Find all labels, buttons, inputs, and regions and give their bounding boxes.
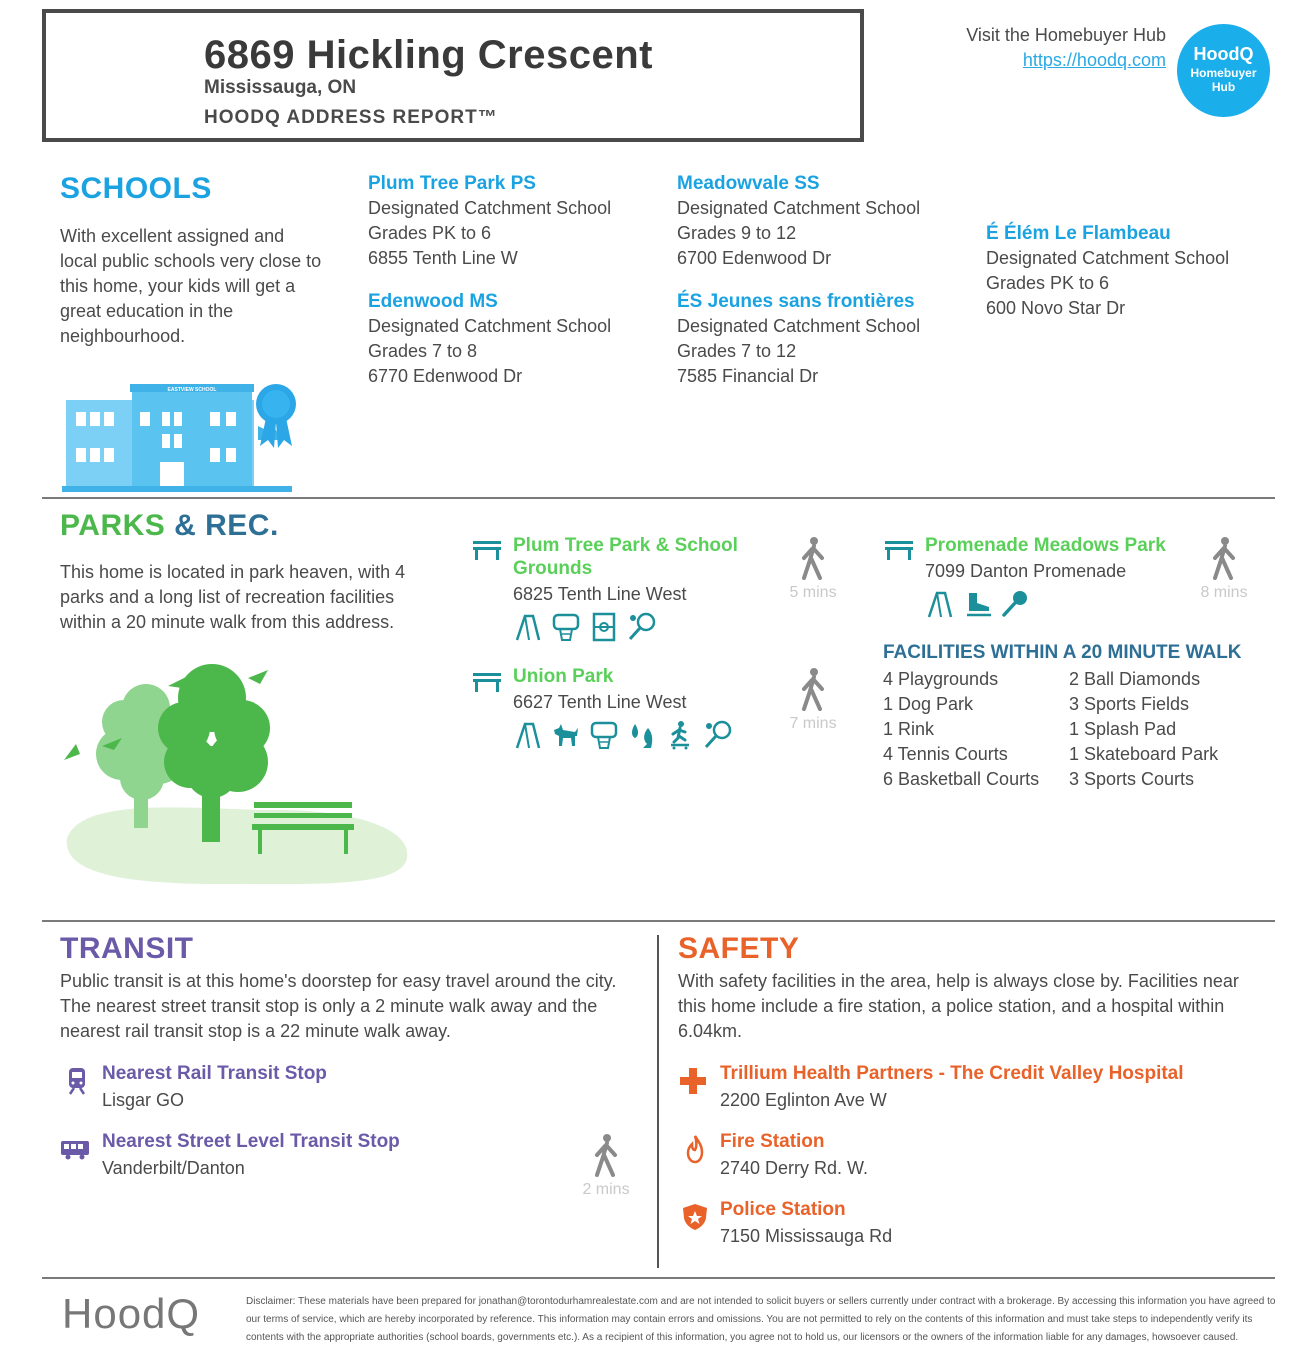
school-address: 6855 Tenth Line W <box>368 248 518 268</box>
playground-icon <box>513 720 543 750</box>
disclaimer-text: Disclaimer: These materials have been prepared for jonathan@torontodurhamrealestate.com and are not intended to solicit buyers or sellers currently under contract with a brokerage. By accessing this information you have agreed to our terms of service, which are hereby incorporated by reference. This information may contain errors and omissions. You are not permitted to rely on the contents of this information and must take steps to independently verify its contents with the appropriate authorities (school boards, governments etc.). As a recipient of this information, you agree not to hold us, our licensors or the owners of the information liable for any damages, howsoever caused. <box>246 1296 1276 1343</box>
park-address: 7099 Danton Promenade <box>925 561 1127 581</box>
park-card <box>513 534 773 642</box>
school-grades: Grades 9 to 12 <box>677 223 797 243</box>
ball-diamond-icon <box>1001 589 1031 619</box>
police-station-name[interactable]: Police Station <box>720 1199 846 1220</box>
walk-time <box>783 536 843 602</box>
hospital-item <box>720 1061 1184 1113</box>
park-name-line: Grounds <box>513 558 593 579</box>
parks-desc-line: This home is located in park heaven, with 4 <box>60 562 406 582</box>
facility-item: 2 Ball Diamonds <box>1069 669 1201 689</box>
walking-person-icon <box>589 1133 623 1177</box>
bench-icon <box>884 538 914 562</box>
park-address: 6627 Tenth Line West <box>513 692 687 712</box>
walk-time <box>576 1133 636 1199</box>
parks-desc-line: within a 20 minute walk from this address. <box>60 612 395 632</box>
transit-desc-line: Public transit is at this home's doorstep for easy travel around the city. <box>60 971 617 991</box>
playground-icon <box>513 612 543 642</box>
schools-desc-line: local public schools very close to <box>60 251 322 271</box>
transit-heading: TRANSIT <box>60 932 194 965</box>
police-badge-icon <box>680 1202 710 1232</box>
tennis-icon <box>627 612 657 642</box>
park-address: 6825 Tenth Line West <box>513 584 687 604</box>
park-name[interactable] <box>513 665 773 688</box>
park-card <box>513 665 773 750</box>
park-facility-icons <box>513 720 773 750</box>
school-name[interactable]: Edenwood MS <box>368 291 498 312</box>
park-name-line: Plum Tree Park & School <box>513 535 738 556</box>
hub-badge-subtitle <box>1177 66 1270 94</box>
facility-item: 4 Tennis Courts <box>883 744 1008 764</box>
transit-desc-line: nearest rail transit stop is a 22 minute walk away. <box>60 1021 451 1041</box>
park-name-line: Union Park <box>513 666 614 687</box>
police-station-item <box>720 1197 892 1249</box>
hub-visit-text: Visit the Homebuyer Hub <box>966 25 1166 45</box>
street-stop-label[interactable]: Nearest Street Level Transit Stop <box>102 1131 400 1152</box>
schools-heading: SCHOOLS <box>60 172 212 205</box>
walk-time <box>783 667 843 733</box>
basketball-icon <box>589 720 619 750</box>
sports-field-icon <box>589 612 619 642</box>
park-facility-icons <box>513 612 773 642</box>
hoodq-hub-badge[interactable] <box>1177 24 1270 117</box>
fire-station-item <box>720 1129 868 1181</box>
park-name[interactable] <box>925 534 1195 557</box>
school-address: 6770 Edenwood Dr <box>368 366 523 386</box>
parks-heading <box>60 509 279 543</box>
walk-minutes: 2 mins <box>582 1181 630 1198</box>
facility-item: 4 Playgrounds <box>883 669 999 689</box>
facilities-list-col2 <box>1069 667 1218 792</box>
school-card <box>677 171 920 271</box>
transit-desc-line: The nearest street transit stop is only a 2 minute walk away and the <box>60 996 598 1016</box>
facilities-list-col1 <box>883 667 1039 792</box>
parks-heading-b: & REC. <box>165 509 279 542</box>
bench-icon <box>472 538 502 562</box>
address-city: Mississauga, ON <box>204 77 357 98</box>
school-name[interactable]: Plum Tree Park PS <box>368 173 536 194</box>
section-divider <box>42 1277 1275 1279</box>
bench-icon <box>472 670 502 694</box>
school-name[interactable]: ÉS Jeunes sans frontières <box>677 291 915 312</box>
hub-badge-title: HoodQ <box>1193 44 1254 64</box>
facility-item: 3 Sports Courts <box>1069 769 1195 789</box>
park-name[interactable] <box>513 534 773 580</box>
basketball-icon <box>551 612 581 642</box>
park-card <box>925 534 1195 619</box>
school-name[interactable]: Meadowvale SS <box>677 173 820 194</box>
safety-desc-line: With safety facilities in the area, help is always close by. Facilities near <box>678 971 1239 991</box>
school-sign-text: EASTVIEW SCHOOL <box>167 387 217 393</box>
walking-person-icon <box>796 536 830 580</box>
school-grades: Grades PK to 6 <box>986 273 1110 293</box>
school-building-illustration <box>62 378 302 494</box>
school-type: Designated Catchment School <box>368 316 612 336</box>
rail-transit-stop <box>102 1061 327 1113</box>
school-grades: Grades 7 to 12 <box>677 341 797 361</box>
transit-description <box>60 969 650 1044</box>
schools-description <box>60 224 350 349</box>
bus-icon <box>60 1134 90 1164</box>
facility-item: 1 Rink <box>883 719 935 739</box>
parks-heading-a: PARKS <box>60 509 166 542</box>
section-divider <box>42 497 1275 499</box>
school-name[interactable]: É Élém Le Flambeau <box>986 223 1171 244</box>
hospital-name[interactable]: Trillium Health Partners - The Credit Valley Hospital <box>720 1063 1184 1084</box>
report-title: HOODQ ADDRESS REPORT™ <box>204 107 498 128</box>
parks-description <box>60 560 420 635</box>
schools-desc-line: great education in the <box>60 301 234 321</box>
walking-person-icon <box>796 667 830 711</box>
splash-pad-icon <box>627 720 657 750</box>
school-type: Designated Catchment School <box>986 248 1230 268</box>
police-station-address: 7150 Mississauga Rd <box>720 1226 893 1246</box>
street-transit-stop <box>102 1129 400 1181</box>
fire-station-name[interactable]: Fire Station <box>720 1131 825 1152</box>
park-name-line: Promenade Meadows Park <box>925 535 1166 556</box>
safety-desc-line: 6.04km. <box>678 1021 743 1041</box>
walk-minutes: 5 mins <box>789 584 837 601</box>
skate-icon <box>963 589 993 619</box>
school-grades: Grades 7 to 8 <box>368 341 478 361</box>
walk-time <box>1194 536 1254 602</box>
school-address: 6700 Edenwood Dr <box>677 248 832 268</box>
school-card <box>677 289 920 389</box>
schools-desc-line: With excellent assigned and <box>60 226 285 246</box>
hoodq-footer-logo: HoodQ <box>62 1290 201 1337</box>
playground-icon <box>925 589 955 619</box>
facility-item: 1 Dog Park <box>883 694 974 714</box>
tennis-icon <box>703 720 733 750</box>
facility-item: 1 Splash Pad <box>1069 719 1177 739</box>
school-address: 7585 Financial Dr <box>677 366 819 386</box>
column-divider <box>657 935 659 1268</box>
facilities-heading: FACILITIES WITHIN A 20 MINUTE WALK <box>883 642 1242 663</box>
facility-item: 1 Skateboard Park <box>1069 744 1219 764</box>
section-divider <box>42 920 1275 922</box>
rail-stop-label[interactable]: Nearest Rail Transit Stop <box>102 1063 327 1084</box>
school-address: 600 Novo Star Dr <box>986 298 1126 318</box>
park-facility-icons <box>925 589 1195 619</box>
hub-badge-line3: Hub <box>1211 80 1236 94</box>
hospital-cross-icon <box>678 1066 708 1096</box>
facility-item: 3 Sports Fields <box>1069 694 1190 714</box>
school-card <box>986 221 1229 321</box>
walk-minutes: 7 mins <box>789 715 837 732</box>
walking-person-icon <box>1207 536 1241 580</box>
fire-station-address: 2740 Derry Rd. W. <box>720 1158 869 1178</box>
skateboard-icon <box>665 720 695 750</box>
schools-desc-line: this home, your kids will get a <box>60 276 296 296</box>
school-type: Designated Catchment School <box>677 316 921 336</box>
safety-desc-line: this home include a fire station, a police station, and a hospital within <box>678 996 1225 1016</box>
hub-badge-line2: Homebuyer <box>1190 66 1257 80</box>
dog-park-icon <box>551 720 581 750</box>
school-card <box>368 171 611 271</box>
park-illustration <box>62 658 412 888</box>
schools-desc-line: neighbourhood. <box>60 326 186 346</box>
fire-icon <box>680 1134 710 1164</box>
school-type: Designated Catchment School <box>368 198 612 218</box>
walk-minutes: 8 mins <box>1200 584 1248 601</box>
safety-description <box>678 969 1268 1044</box>
school-grades: Grades PK to 6 <box>368 223 492 243</box>
train-icon <box>62 1066 92 1096</box>
school-type: Designated Catchment School <box>677 198 921 218</box>
facility-item: 6 Basketball Courts <box>883 769 1040 789</box>
address-title: 6869 Hickling Crescent <box>204 33 653 77</box>
school-card <box>368 289 611 389</box>
address-header-box <box>42 9 864 142</box>
hospital-address: 2200 Eglinton Ave W <box>720 1090 887 1110</box>
parks-desc-line: parks and a long list of recreation facilities <box>60 587 395 607</box>
safety-heading: SAFETY <box>678 932 800 965</box>
rail-stop-name: Lisgar GO <box>102 1090 185 1110</box>
street-stop-name: Vanderbilt/Danton <box>102 1158 245 1178</box>
hub-link[interactable]: https://hoodq.com <box>1022 50 1166 70</box>
